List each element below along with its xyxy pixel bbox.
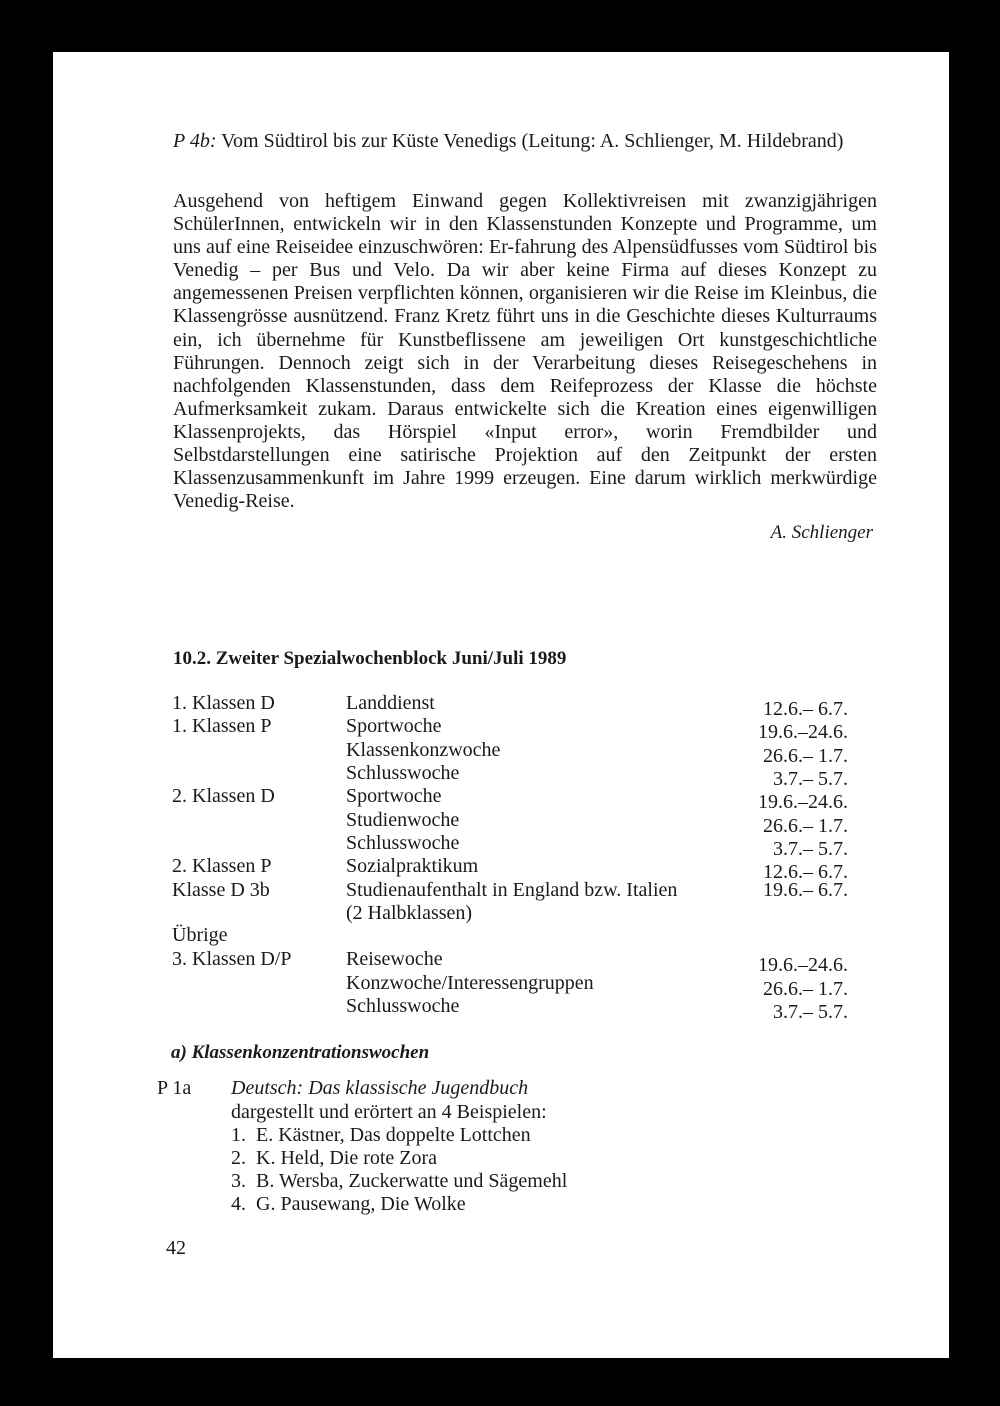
schedule-class: 1. Klassen D [172,692,275,714]
schedule-activity: Sportwoche [346,785,442,807]
schedule-dates: 3.7.– 5.7. [773,838,848,860]
schedule-row [53,902,949,925]
schedule-class: Übrige [172,924,228,946]
schedule-activity: Studienwoche [346,809,460,831]
schedule-dates: 19.6.–24.6. [758,791,848,813]
schedule-activity: Schlusswoche [346,995,460,1017]
schedule-activity: Sozialpraktikum [346,855,479,877]
schedule-row [53,879,949,902]
schedule-row [53,832,949,860]
schedule-activity: Schlusswoche [346,832,460,854]
schedule-row [53,995,949,1023]
schedule-activity: Reisewoche [346,948,443,970]
schedule-row [53,762,949,790]
schedule-row [53,809,949,837]
p4b-heading [173,130,883,153]
schedule-row [53,972,949,1000]
list-item-text: E. Kästner, Das doppelte Lottchen [256,1124,531,1146]
schedule-row [53,692,949,720]
schedule-class: Klasse D 3b [172,879,270,901]
schedule-activity: Klassenkonzwoche [346,739,501,761]
p1a-description: dargestellt und erörtert an 4 Beispielen: [231,1101,547,1123]
p4b-code: P 4b: [173,130,217,152]
subsection-title: a) Klassenkonzentrationswochen [171,1042,430,1063]
schedule-activity: Sportwoche [346,715,442,737]
section-title: 10.2. Zweiter Spezialwochenblock Juni/Juli 1989 [173,648,567,669]
schedule-dates: 26.6.– 1.7. [763,745,848,767]
schedule-class: 3. Klassen D/P [172,948,292,970]
p1a-code: P 1a [157,1077,192,1099]
list-item-number: 4. [231,1193,246,1215]
schedule-dates: 26.6.– 1.7. [763,815,848,837]
author-signature: A. Schlienger [770,522,873,543]
schedule-activity: Studienaufenthalt in England bzw. Italien [346,879,678,901]
list-item-text: K. Held, Die rote Zora [256,1147,438,1169]
schedule-row [53,739,949,767]
schedule-dates: 19.6.–24.6. [758,954,848,976]
list-item [231,1193,466,1216]
page-number: 42 [166,1237,186,1259]
list-item-text: G. Pausewang, Die Wolke [256,1193,466,1215]
schedule-row [53,715,949,743]
schedule-dates: 3.7.– 5.7. [773,768,848,790]
schedule-activity: Konzwoche/Interessengruppen [346,972,594,994]
p4b-title: Vom Südtirol bis zur Küste Venedigs (Leitung: A. Schlienger, M. Hildebrand) [221,130,844,152]
list-item-number: 2. [231,1147,246,1169]
list-item [231,1147,437,1170]
p4b-body-paragraph: Ausgehend von heftigem Einwand gegen Kollektivreisen mit zwanzigjährigen SchülerInnen, entwickeln wir in den Klassenstunden Konzepte und Programme, um uns auf eine Reiseidee einzuschwören: Er-fahrung des Alpensüdfusses vom Südtirol bis Venedig – per Bus und Velo. Da wir aber keine Firma auf dieses Konzept zu angemessenen Preisen verpflichten können, organisieren wir die Reise im Kleinbus, die Klassengrösse ausnützend. Franz Kretz führt uns in die Geschichte dieses Kulturraums ein, ich übernehme für Kunstbeflissene am jeweiligen Ort kunstgeschichtliche Führungen. Dennoch zeigt sich in der Verarbeitung dieses Reisegeschehens in nachfolgenden Klassenstunden, dass dem Reifeprozess der Klasse die höchste Aufmerksamkeit zukam. Daraus entwickelte sich die Kreation eines eigenwilligen Klassenprojekts, das Hörspiel «Input error», worin Fremdbilder und Selbstdarstellungen eine satirische Projektion auf den Zeitpunkt der ersten Klassenzusammenkunft im Jahre 1999 erzeugen. Eine darum wirklich merkwürdige Venedig-Reise. [173,190,877,513]
list-item-number: 1. [231,1124,246,1146]
schedule-activity: (2 Halbklassen) [346,902,473,924]
p1a-subject: Deutsch: Das klassische Jugendbuch [231,1077,529,1099]
schedule-row [53,924,949,947]
schedule-dates: 12.6.– 6.7. [763,698,848,720]
schedule-dates: 19.6.– 6.7. [763,879,848,901]
schedule-dates: 3.7.– 5.7. [773,1001,848,1023]
schedule-row [53,855,949,883]
list-item [231,1170,567,1193]
list-item [231,1124,531,1147]
schedule-row [53,785,949,813]
list-item-number: 3. [231,1170,246,1192]
schedule-dates: 12.6.– 6.7. [763,861,848,883]
schedule-class: 2. Klassen D [172,785,275,807]
schedule-activity: Schlusswoche [346,762,460,784]
schedule-dates: 19.6.–24.6. [758,721,848,743]
document-page [53,52,949,1358]
schedule-class: 1. Klassen P [172,715,272,737]
list-item-text: B. Wersba, Zuckerwatte und Sägemehl [256,1170,568,1192]
schedule-row [53,948,949,976]
schedule-dates: 26.6.– 1.7. [763,978,848,1000]
schedule-class: 2. Klassen P [172,855,272,877]
schedule-activity: Landdienst [346,692,435,714]
